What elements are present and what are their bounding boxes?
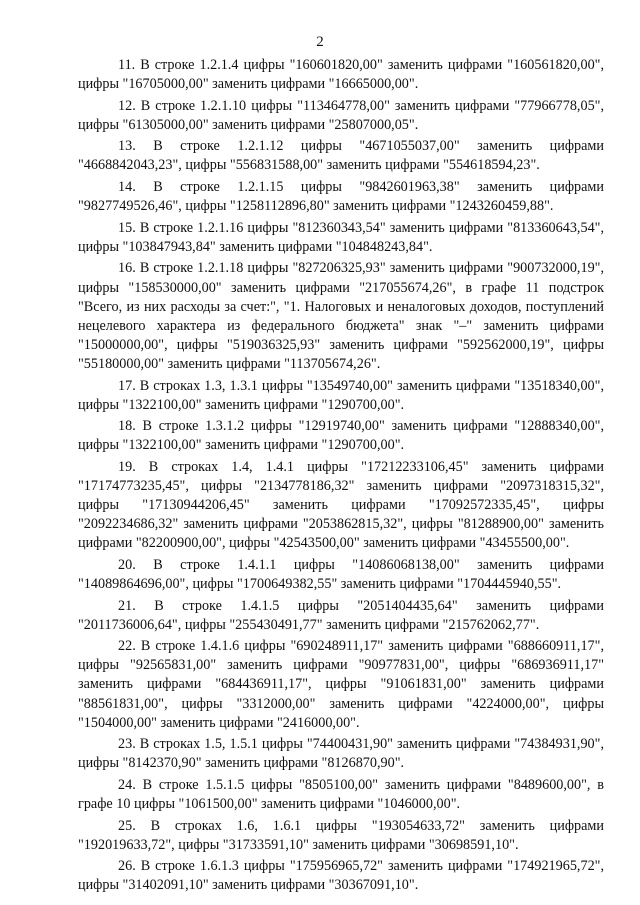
paragraph-19: 19. В строках 1.4, 1.4.1 цифры "17212233106,45" заменить цифрами "17174773235,45", цифры "2134778186,32" заменить цифрами "2097318315,32", цифры "17130944206,45" заменить цифрами "17092572335,45", цифры "2092234686,32" заменить цифрами "2053862815,32", цифры "81288900,00" заменить цифрами "82200900,00", цифры "42543500,00" заменить цифрами "43455500,00".	[78, 458, 604, 552]
paragraph-23: 23. В строках 1.5, 1.5.1 цифры "74400431,90" заменить цифрами "74384931,90", цифры "8142370,90" заменить цифрами "8126870,90".	[78, 736, 604, 772]
document-body	[78, 56, 604, 898]
paragraph-24: 24. В строке 1.5.1.5 цифры "8505100,00" заменить цифрами "8489600,00", в графе 10 цифры "1061500,00" заменить цифрами "1046000,00".	[78, 776, 604, 812]
paragraph-11: 11. В строке 1.2.1.4 цифры "160601820,00" заменить цифрами "160561820,00", цифры "16705000,00" заменить цифрами "16665000,00".	[78, 57, 604, 93]
paragraph-16: 16. В строке 1.2.1.18 цифры "827206325,93" заменить цифрами "900732000,19", цифры "158530000,00" заменить цифрами "217055674,26", в графе 11 подстрок "Всего, из них расходы за счет:", "1. Налоговых и неналоговых доходов, поступлений нецелевого характера из федерального бюджета" знак "–" заменить цифрами "15000000,00", цифры "519036325,93" заменить цифрами "592562000,19", цифры "55180000,00" заменить цифрами "113705674,26".	[78, 260, 604, 372]
page-number: 2	[316, 34, 324, 50]
paragraph-17: 17. В строках 1.3, 1.3.1 цифры "13549740,00" заменить цифрами "13518340,00", цифры "1322100,00" заменить цифрами "1290700,00".	[78, 377, 604, 413]
paragraph-15: 15. В строке 1.2.1.16 цифры "812360343,54" заменить цифрами "813360643,54", цифры "103847943,84" заменить цифрами "104848243,84".	[78, 219, 604, 255]
paragraph-26: 26. В строке 1.6.1.3 цифры "175956965,72" заменить цифрами "174921965,72", цифры "31402091,10" заменить цифрами "30367091,10".	[78, 858, 604, 894]
paragraph-22: 22. В строке 1.4.1.6 цифры "690248911,17" заменить цифрами "688660911,17", цифры "92565831,00" заменить цифрами "90977831,00", цифры "686936911,17" заменить цифрами "684436911,17", цифры "91061831,00" заменить цифрами "88561831,00", цифры "3312000,00" заменить цифрами "4224000,00", цифры "1504000,00" заменить цифрами "2416000,00".	[78, 638, 604, 731]
paragraph-20: 20. В строке 1.4.1.1 цифры "14086068138,00" заменить цифрами "14089864696,00", цифры "1700649382,55" заменить цифрами "1704445940,55".	[78, 556, 604, 592]
paragraph-21: 21. В строке 1.4.1.5 цифры "2051404435,64" заменить цифрами "2011736006,64", цифры "255430491,77" заменить цифрами "215762062,77".	[78, 597, 604, 633]
paragraph-25: 25. В строках 1.6, 1.6.1 цифры "193054633,72" заменить цифрами "192019633,72", цифры "31733591,10" заменить цифрами "30698591,10".	[78, 817, 604, 853]
paragraph-12: 12. В строке 1.2.1.10 цифры "113464778,00" заменить цифрами "77966778,05", цифры "61305000,00" заменить цифрами "25807000,05".	[78, 97, 604, 133]
paragraph-18: 18. В строке 1.3.1.2 цифры "12919740,00" заменить цифрами "12888340,00", цифры "1322100,00" заменить цифрами "1290700,00".	[78, 418, 604, 454]
paragraph-13: 13. В строке 1.2.1.12 цифры "4671055037,00" заменить цифрами "4668842043,23", цифры "556831588,00" заменить цифрами "554618594,23".	[78, 138, 604, 174]
paragraph-14: 14. В строке 1.2.1.15 цифры "9842601963,38" заменить цифрами "9827749526,46", цифры "1258112896,80" заменить цифрами "1243260459,88".	[78, 179, 604, 215]
